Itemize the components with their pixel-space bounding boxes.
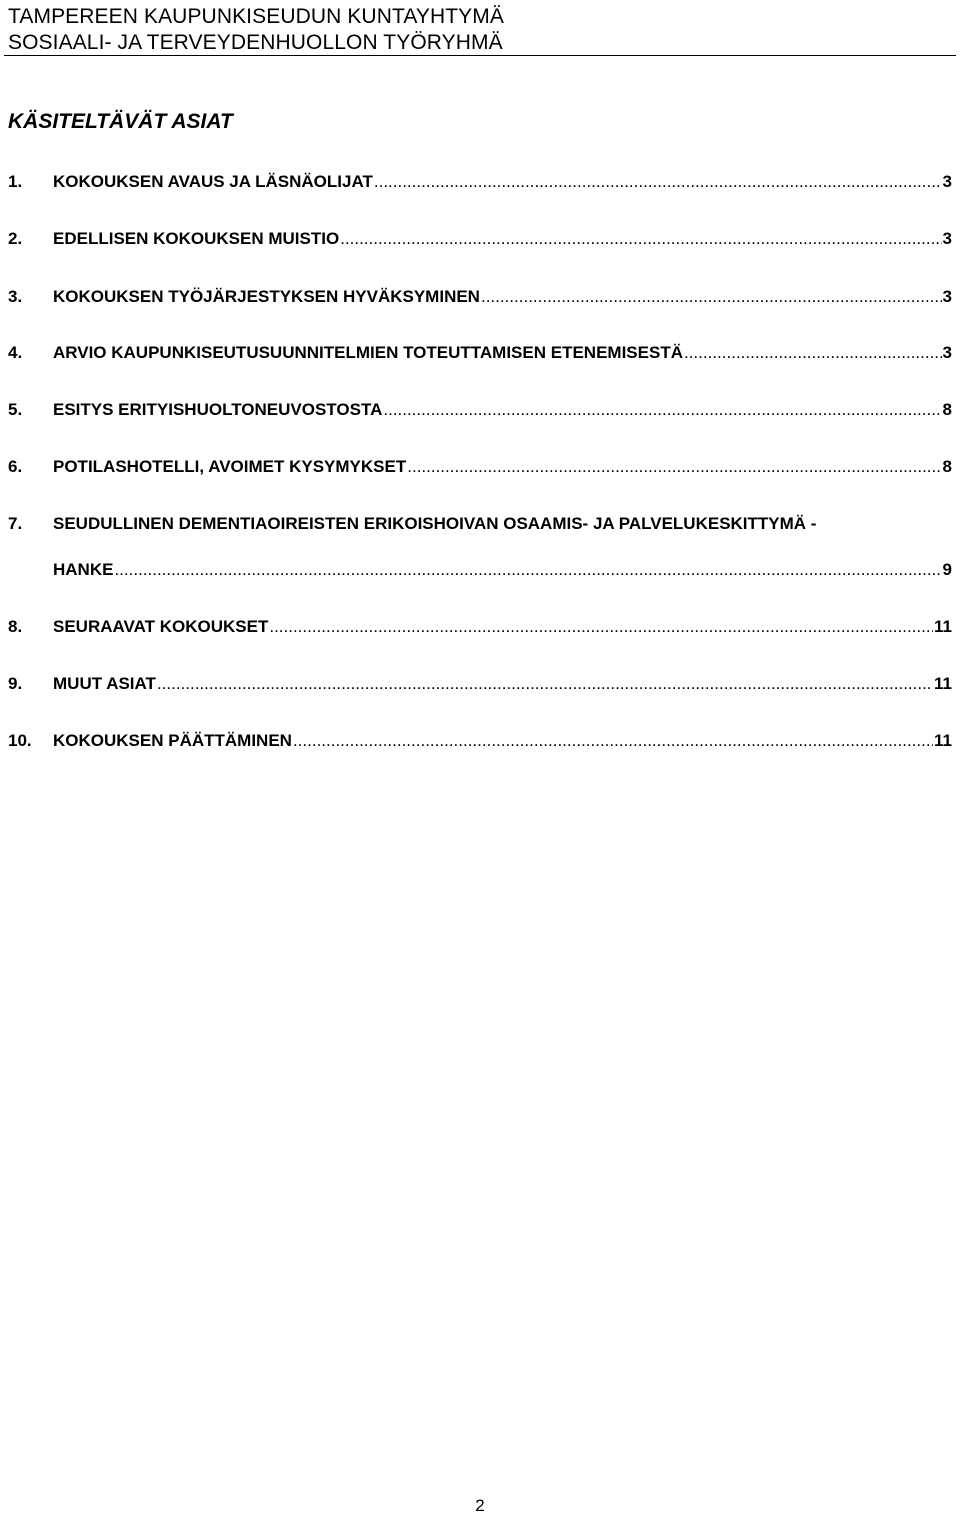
toc-entry-title: POTILASHOTELLI, AVOIMET KYSYMYKSET: [53, 457, 407, 476]
toc-entry-page: 8: [942, 457, 952, 476]
toc-entry-title: ESITYS ERITYISHUOLTONEUVOSTOSTA: [53, 400, 383, 419]
toc-entry-page: 11: [934, 731, 952, 750]
toc-entry-number: 6.: [8, 457, 23, 476]
toc-leader-dots: [157, 674, 933, 694]
toc-entry-number: 2.: [8, 229, 23, 248]
toc-entry-page: 3: [942, 229, 952, 248]
toc-entry-page: 11: [934, 617, 952, 636]
toc-entry-number: 9.: [8, 674, 23, 693]
organization-name: TAMPEREEN KAUPUNKISEUDUN KUNTAYHTYMÄ: [8, 5, 504, 28]
toc-leader-dots: [407, 457, 941, 477]
toc-entry-title-continuation: HANKE: [53, 560, 114, 579]
toc-entry-title: SEURAAVAT KOKOUKSET: [53, 617, 269, 636]
toc-leader-dots: [293, 731, 933, 751]
toc-entry-title: KOKOUKSEN AVAUS JA LÄSNÄOLIJAT: [53, 172, 373, 191]
toc-leader-dots: [374, 172, 942, 192]
toc-entry[interactable]: [8, 731, 952, 755]
page-number: 2: [475, 1496, 485, 1515]
toc-entry-title: MUUT ASIAT: [53, 674, 156, 693]
toc-entry[interactable]: [8, 229, 952, 253]
toc-leader-dots: [383, 400, 941, 420]
toc-entry-page: 8: [942, 400, 952, 419]
toc-leader-dots: [340, 229, 941, 249]
toc-entry-number: 5.: [8, 400, 23, 419]
toc-entry[interactable]: [8, 674, 952, 698]
toc-entry-page: 11: [934, 674, 952, 693]
toc-entry-title: ARVIO KAUPUNKISEUTUSUUNNITELMIEN TOTEUTTAMISEN ETENEMISESTÄ: [53, 343, 683, 362]
toc-entry[interactable]: [8, 400, 952, 424]
toc-entry-number: 8.: [8, 617, 23, 636]
toc-entry-number: 10.: [8, 731, 32, 750]
toc-entry-page: 3: [942, 287, 952, 306]
toc-leader-dots: [684, 343, 942, 363]
toc-entry[interactable]: [8, 457, 952, 481]
toc-leader-dots: [269, 617, 933, 637]
toc-entry[interactable]: [8, 617, 952, 641]
working-group-name: SOSIAALI- JA TERVEYDENHUOLLON TYÖRYHMÄ: [8, 31, 503, 54]
toc-entry[interactable]: [8, 343, 952, 367]
header-divider: [4, 55, 956, 56]
toc-entry-number: 4.: [8, 343, 23, 362]
toc-entry-title: EDELLISEN KOKOUKSEN MUISTIO: [53, 229, 340, 248]
toc-leader-dots: [114, 560, 941, 580]
toc-entry[interactable]: [8, 172, 952, 196]
toc-entry-number: 1.: [8, 172, 23, 191]
toc-entry-page: 3: [942, 343, 952, 362]
document-header: [8, 4, 956, 56]
toc-entry-number: 3.: [8, 287, 23, 306]
toc-entry-page: 3: [942, 172, 952, 191]
toc-entry-title: SEUDULLINEN DEMENTIAOIREISTEN ERIKOISHOIVAN OSAAMIS- JA PALVELUKESKITTYMÄ -: [53, 514, 817, 533]
toc-entry-title: KOKOUKSEN PÄÄTTÄMINEN: [53, 731, 292, 750]
toc-entry-title: KOKOUKSEN TYÖJÄRJESTYKSEN HYVÄKSYMINEN: [53, 287, 480, 306]
toc-leader-dots: [481, 287, 942, 307]
toc-entry-number: 7.: [8, 514, 23, 533]
toc-heading: KÄSITELTÄVÄT ASIAT: [8, 110, 233, 133]
toc-entry-page: 9: [942, 560, 952, 579]
toc-entry[interactable]: [8, 514, 952, 584]
toc-entry[interactable]: [8, 287, 952, 311]
